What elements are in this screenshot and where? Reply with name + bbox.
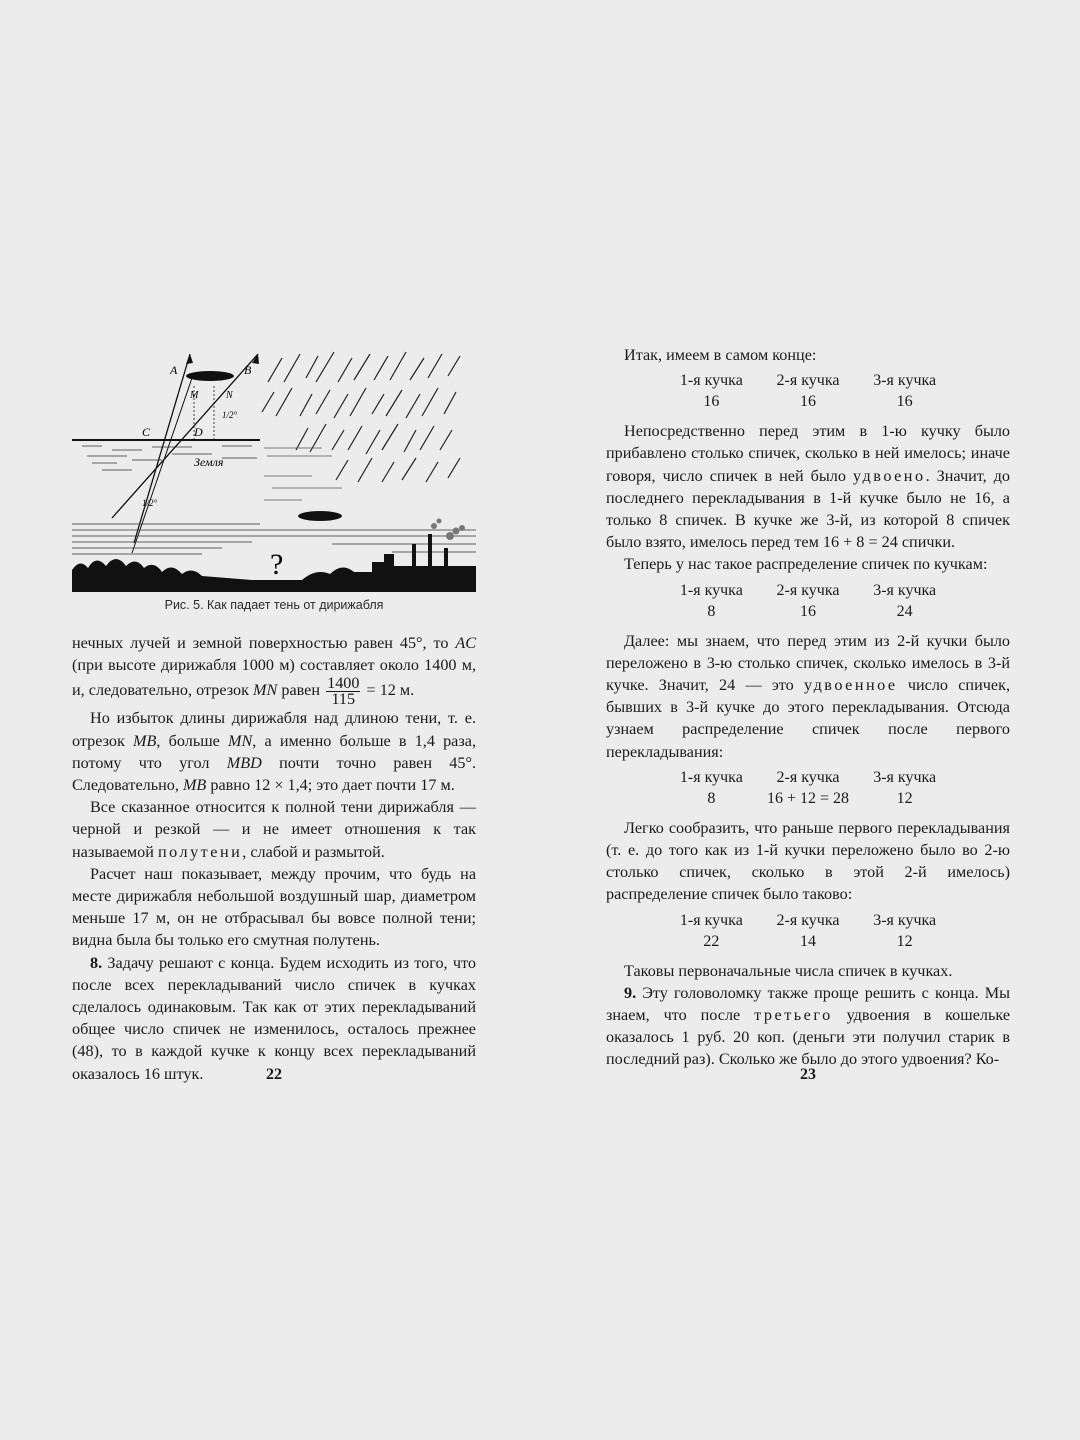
paragraph-1: нечных лучей и земной поверхностью равен 45°, то AC (при высоте дирижабля 1000 м) составляет около 1400 м, и, следовательно, отрезок MN равен $\frac{1400}{115}$ = 12 м.	[72, 634, 476, 709]
label-earth: Земля	[194, 455, 224, 469]
paragraph-4: Расчет наш показывает, между прочим, что будь на месте дирижабля небольшой воздушный шар, диаметром меньше 17 м, он не отбрасывал бы вовсе полной тени; видна была бы только его смутная полутень.	[72, 864, 476, 950]
airship-shadow-figure	[72, 348, 476, 592]
matches-table-4: 1-я кучка 2-я кучка 3-я кучка 22 14 12	[679, 911, 937, 950]
page-number-right: 23	[800, 1066, 816, 1083]
right-text-body	[606, 344, 1010, 1071]
matches-table-3: 1-я кучка 2-я кучка 3-я кучка 8 16 + 12 = 28 12	[679, 768, 937, 807]
paragraph-1: Итак, имеем в самом конце:	[624, 346, 817, 364]
paragraph-5: 8. Задачу решают с конца. Будем исходить из того, что после всех перекладываний число спичек в кучках сделалось одинаковым. Так как от этих перекладываний общее число спичек не изменилось, осталось прежнее (48), то в каждой кучке к концу всех перекладываний оказалось 16 штук.	[72, 953, 476, 1083]
paragraph-2: Но избыток длины дирижабля над длиною тени, т. е. отрезок MB, больше MN, а именно больше в 1,4 раза, потому что угол MBD почти точно равен 45°. Следовательно, MB равно 12 × 1,4; это дает почти 17 м.	[72, 709, 476, 795]
label-half-degree-bottom: 1/2°	[142, 498, 158, 508]
paragraph-6: Таковы первоначальные числа спичек в кучках.	[624, 961, 953, 980]
paragraph-7: 9. Эту головоломку также проще решить с конца. Мы знаем, что после третьего удвоения в кошельке оказалось 1 руб. 20 коп. (деньги эти получил старик в последний раз). Сколько же было до этого удвоения? Ко-	[606, 983, 1011, 1069]
page-number-left: 22	[266, 1066, 282, 1083]
label-half-degree-top: 1/2°	[222, 410, 238, 420]
label-n: N	[226, 390, 233, 401]
label-a: A	[170, 363, 178, 377]
paragraph-3: Все сказанное относится к полной тени дирижабля — черной и резкой — и не имеет отношения к так называемой полутени, слабой и размытой.	[72, 798, 476, 861]
right-page	[606, 0, 1010, 1440]
paragraph-5: Легко сообразить, что раньше первого перекладывания (т. е. до того как из 1-й кучки переложено было во 2-ю столько спичек, сколько в этой 2-й имелось) распределение спичек было таково:	[606, 818, 1010, 904]
matches-table-1: 1-я кучка 2-я кучка 3-я кучка 16 16 16	[679, 372, 937, 411]
left-page	[72, 0, 476, 1440]
question-mark: ?	[270, 548, 284, 581]
rays-pattern	[262, 352, 460, 482]
airship-shadow-illustration	[72, 348, 476, 592]
figure-caption: Рис. 5. Как падает тень от дирижабля	[164, 598, 384, 612]
paragraph-2: Непосредственно перед этим в 1-ю кучку было прибавлено столько спичек, сколько в ней имелось; иначе говоря, число спичек в ней было удвоено. Значит, до последнего перекладывания в 1-й кучке было не 16, а только 8 спичек. В кучке же 3-й, из которой 8 спичек было взято, имелось перед тем 16 + 8 = 24 спички.	[606, 422, 1010, 552]
left-text-body	[72, 632, 476, 1085]
label-c: C	[142, 425, 151, 439]
label-d: D	[194, 425, 203, 439]
label-b: B	[244, 363, 252, 377]
paragraph-3: Теперь у нас такое распределение спичек по кучкам:	[624, 555, 988, 574]
label-m: M	[190, 390, 199, 401]
paragraph-4: Далее: мы знаем, что перед этим из 2-й кучки было переложено в 3-ю столько спичек, сколько имелось в 3-й кучке. Значит, 24 — это удвоенное число спичек, бывших в 3-й кучке до этого перекладывания. Отсюда узнаем распределение спичек после первого перекладывания:	[606, 631, 1010, 761]
matches-table-2: 1-я кучка 2-я кучка 3-я кучка 8 16 24	[679, 581, 937, 620]
fraction: $\frac{1400}{115}$	[327, 674, 360, 709]
